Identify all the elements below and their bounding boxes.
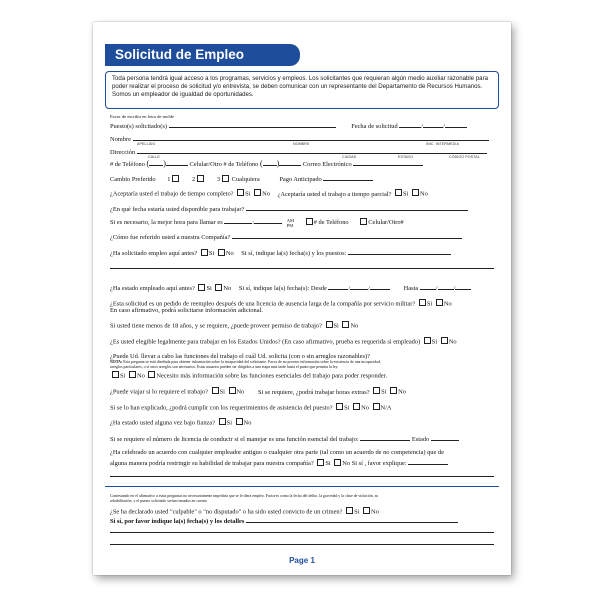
- from-day-field[interactable]: [350, 283, 368, 290]
- crime-yes-checkbox[interactable]: [346, 507, 353, 514]
- crime-details-row: Si sí, por favor indique la(s) fecha(s) y los detalles: [110, 516, 494, 526]
- rehire-row: ¿Esta solicitud es un pedido de reempleo después de una licencia de ausencia larga de la compañía por servicio militar? Si No: [110, 300, 452, 308]
- address-row: Dirección: [110, 147, 494, 157]
- label-middle-initial: INIC. INTERMEDIA: [426, 142, 459, 146]
- label-street: CALLE: [148, 155, 160, 159]
- employed-before-row: ¿Ha estado empleado aquí antes? Si No Si sí, indique la(s) fecha(s): Desde / / Hasta / /: [110, 283, 494, 293]
- crime-details-field[interactable]: [246, 516, 458, 523]
- equal-opportunity-notice: Toda persona tendrá igual acceso a los programas, servicios y empleos. Los solicitantes que requieran algún medio auxiliar razonable para poder realizar el proceso de solicitud y/o entrevista, se deben comunicar con un representante del Departamento de Recursos Humanos. Somos un empleador de igualdad de oportunidades.: [105, 71, 499, 109]
- eligible-no-checkbox[interactable]: [441, 337, 448, 344]
- license-number-field[interactable]: [360, 434, 410, 441]
- under18-yes-checkbox[interactable]: [326, 321, 333, 328]
- call-phone-checkbox[interactable]: [306, 218, 313, 225]
- license-state-field[interactable]: [431, 434, 459, 441]
- travel-no-checkbox[interactable]: [229, 387, 236, 394]
- need-info-checkbox[interactable]: [148, 371, 155, 378]
- label-state: ESTADO: [398, 155, 414, 159]
- eligible-row: ¿Es usted elegible legalmente para trabajar en los Estados Unidos? (En caso afirmativo, prueba es requerida si empleado) Si No: [110, 338, 457, 346]
- fulltime-no-checkbox[interactable]: [254, 189, 261, 196]
- label-last-name: APELLIDO: [137, 142, 156, 146]
- eligible-yes-checkbox[interactable]: [424, 337, 431, 344]
- phone-row: # de Teléfono ( ) Celular/Otro # de Teléfono ( ) Correo Electrónico: [110, 159, 494, 169]
- rehire-yes-checkbox[interactable]: [419, 299, 426, 306]
- name-field[interactable]: [133, 134, 489, 141]
- applied-no-checkbox[interactable]: [218, 249, 225, 256]
- shift-1-checkbox[interactable]: [172, 175, 179, 182]
- bonded-yes-checkbox[interactable]: [219, 418, 226, 425]
- shift-row: Cambio Preferido 1 2 3 Cualquiera Pago Anticipado: [110, 174, 494, 184]
- call-minute-field[interactable]: [254, 217, 282, 224]
- cell-field[interactable]: [279, 159, 301, 166]
- to-month-field[interactable]: [420, 283, 436, 290]
- overtime-no-checkbox[interactable]: [390, 387, 397, 394]
- to-day-field[interactable]: [438, 283, 454, 290]
- from-month-field[interactable]: [328, 283, 348, 290]
- crime-note: Contestando en el afirmativo a estas preguntas no necesariamente impediría que se le diera empleo. Factores como la fecha del delito, la gravedad y la clase de violación, su rehabilitación, y el puesto solicitado serían tomados en cuenta.: [110, 494, 379, 503]
- rehire-note: En caso afirmativo, podrá solicitarse información adicional.: [110, 307, 263, 314]
- phone-field[interactable]: [166, 159, 188, 166]
- employed-no-checkbox[interactable]: [215, 284, 222, 291]
- functions-answer-row: Si No Necesito más información sobre las funciones esenciales del trabajo para poder responder.: [110, 371, 494, 381]
- functions-yes-checkbox[interactable]: [112, 371, 119, 378]
- referral-field[interactable]: [232, 232, 462, 239]
- referral-row: ¿Cómo fue referido usted a nuestra Compañía?: [110, 232, 494, 242]
- pm-option[interactable]: PM: [286, 222, 294, 228]
- functions-note: NOTA: Esta pregunta se está diseñada para obtener información sobre la incapacidad del solicitante. Favor de no proveer información sobre la existencia de una incapacidad, arreglos particulares, o si otros arreglos son necesarios. Estas usuarios pueden ser dirigidos a una etapa más tarde hasta el punto que permita la ley.: [110, 360, 381, 369]
- label-zip: CÓDIGO POSTAL: [449, 155, 480, 159]
- travel-row: ¿Puede viajar si lo requiere el trabajo? Si No Si se requiere, ¿podrá trabajar horas extras? Si No: [110, 388, 406, 396]
- agreement-row-2: alguna manera podría restringir su habilidad de trabajar para nuestra compañía? Si No Si sí , favor explique:: [110, 458, 494, 468]
- attendance-yes-checkbox[interactable]: [336, 403, 343, 410]
- overtime-yes-checkbox[interactable]: [373, 387, 380, 394]
- email-field[interactable]: [353, 159, 423, 166]
- fulltime-yes-checkbox[interactable]: [237, 189, 244, 196]
- from-year-field[interactable]: [370, 283, 390, 290]
- date-month-field[interactable]: [399, 121, 421, 128]
- applied-before-row: ¿Ha solicitado empleo aquí antes? Si No Si sí, indique la(s) fecha(s) y los puestos:: [110, 248, 494, 258]
- parttime-yes-checkbox[interactable]: [395, 189, 402, 196]
- fulltime-row: ¿Aceptaría usted el trabajo de tiempo completo? Si No ¿Aceptaría usted el trabajo a tiempo parcial? Si No: [110, 190, 428, 198]
- parttime-no-checkbox[interactable]: [412, 189, 419, 196]
- under18-no-checkbox[interactable]: [342, 321, 349, 328]
- bonded-no-checkbox[interactable]: [236, 418, 243, 425]
- date-year-field[interactable]: [445, 121, 467, 128]
- bonded-row: ¿Ha estado usted alguna vez bajo fianza? Si No: [110, 419, 252, 427]
- attendance-na-checkbox[interactable]: [373, 403, 380, 410]
- shift-3-checkbox[interactable]: [222, 175, 229, 182]
- employed-yes-checkbox[interactable]: [198, 284, 205, 291]
- available-row: ¿En qué fecha estaría usted disponible para trabajar?: [110, 204, 494, 214]
- shift-2-checkbox[interactable]: [197, 175, 204, 182]
- agreement-row-1: ¿Ha celebrado un acuerdo con cualquier empleador antiguo o cualquier otra parte (tal como un acuerdo de no competencia) que de: [110, 449, 444, 456]
- print-note: Favor de escribir en letra de molde: [110, 114, 175, 119]
- applied-yes-checkbox[interactable]: [201, 249, 208, 256]
- to-year-field[interactable]: [455, 283, 471, 290]
- crime-line-2[interactable]: [110, 544, 494, 545]
- license-row: Si se requiere el número de licencia de conducir si el manejar es una función esencial del trabajo: Estado: [110, 434, 494, 444]
- attendance-no-checkbox[interactable]: [353, 403, 360, 410]
- travel-yes-checkbox[interactable]: [212, 387, 219, 394]
- application-form-page: [93, 22, 511, 575]
- available-date-field[interactable]: [246, 204, 468, 211]
- agreement-no-checkbox[interactable]: [334, 459, 341, 466]
- crime-row: ¿Se ha declarado usted "culpable" o "no disputado" o ha sido usted convicto de un crimen? Si No: [110, 508, 379, 516]
- expected-pay-field[interactable]: [323, 174, 373, 181]
- agreement-explain-field[interactable]: [408, 458, 448, 465]
- applied-dates-line[interactable]: [110, 268, 494, 269]
- section-separator: [105, 486, 499, 487]
- agreement-yes-checkbox[interactable]: [317, 459, 324, 466]
- address-field[interactable]: [137, 147, 487, 154]
- agreement-line-1[interactable]: [110, 476, 494, 477]
- applied-dates-field[interactable]: [348, 248, 451, 255]
- crime-no-checkbox[interactable]: [363, 507, 370, 514]
- attendance-row: Si se lo han explicado, ¿podrá cumplir con los requerimientos de asistencia del puesto? Si No N/A: [110, 404, 392, 412]
- date-day-field[interactable]: [423, 121, 443, 128]
- name-row: Nombre: [110, 134, 494, 144]
- position-field[interactable]: [169, 121, 336, 128]
- am-option[interactable]: AM: [286, 217, 295, 223]
- rehire-no-checkbox[interactable]: [436, 299, 443, 306]
- page-number: Page 1: [289, 556, 315, 565]
- crime-line-1[interactable]: [110, 532, 494, 533]
- position-row: Puesto(s) solicitado(s) Fecha de solicitud / /: [110, 121, 494, 131]
- functions-no-checkbox[interactable]: [129, 371, 136, 378]
- call-time-row: Si es necesario, la mejor hora para llamar es : AM PM # de Teléfono Celular/Otro#: [110, 217, 404, 228]
- functions-row: ¿Puede Ud. llevar a cabo las funciones del trabajo el cuál Ud. solicita (con o sin arreglos razonables)?: [110, 353, 370, 360]
- call-hour-field[interactable]: [224, 217, 252, 224]
- under18-row: Si usted tiene menos de 18 años, y se requiere, ¿puede proveer permiso de trabajo? Si No: [110, 322, 359, 330]
- form-title: Solicitud de Empleo: [105, 44, 300, 66]
- label-city: CIUDAD: [342, 155, 357, 159]
- cell-area-code[interactable]: [263, 159, 277, 166]
- call-cell-checkbox[interactable]: [360, 218, 367, 225]
- label-first-name: NOMBRE: [293, 142, 310, 146]
- phone-area-code[interactable]: [149, 159, 163, 166]
